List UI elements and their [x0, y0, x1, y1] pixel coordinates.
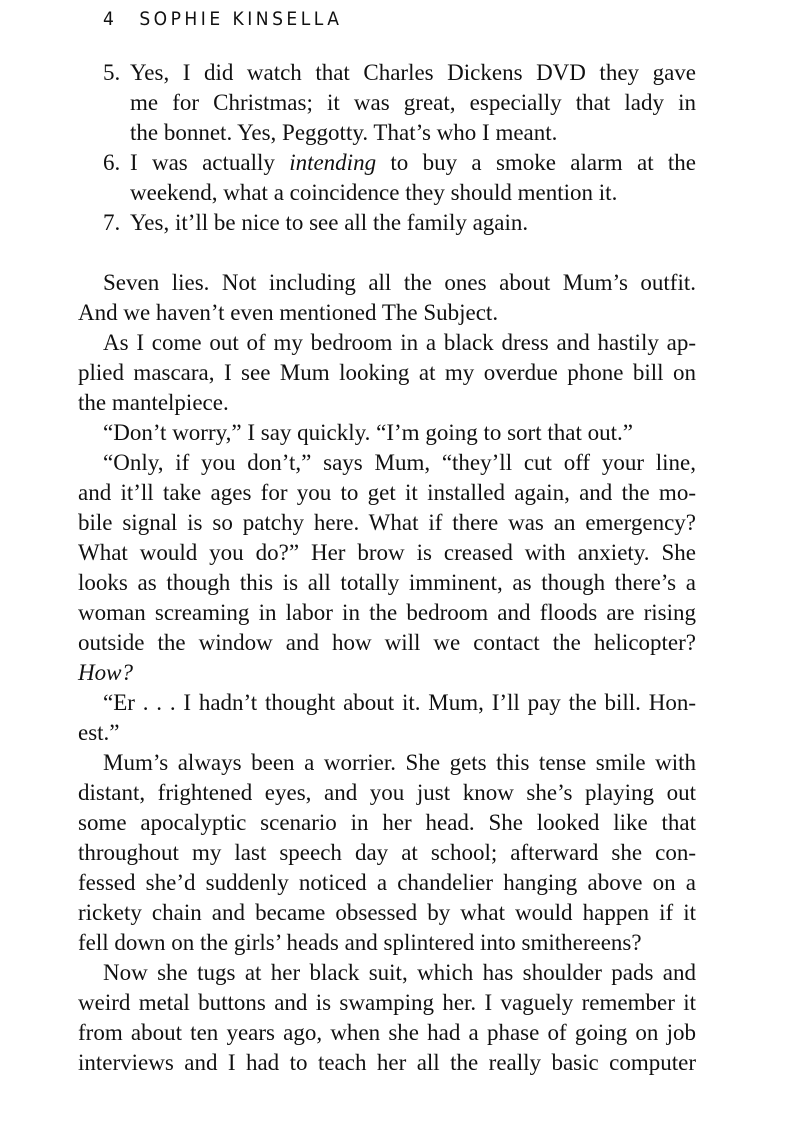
text-line: and it’ll take ages for you to get it installed again, and the mo-	[78, 480, 696, 505]
page-number: 4	[103, 8, 117, 30]
list-text: I was actually	[130, 150, 290, 175]
text-line: plied mascara, I see Mum looking at my overdue phone bill on	[78, 360, 696, 385]
text-line: “Only, if you don’t,” says Mum, “they’ll cut off your line,	[103, 450, 696, 475]
text-line: Mum’s always been a worrier. She gets this tense smile with	[103, 750, 696, 775]
text-line	[78, 658, 696, 688]
section-gap	[78, 238, 696, 268]
text-line: rickety chain and became obsessed by what would happen if it	[78, 900, 696, 925]
paragraph-2	[78, 328, 696, 418]
text-line: bile signal is so patchy here. What if there was an emergency?	[78, 510, 696, 535]
list-text: to buy a smoke alarm at the	[376, 150, 697, 175]
paragraph-6	[78, 748, 696, 958]
text-line: looks as though this is all totally imminent, as though there’s a	[78, 570, 696, 595]
list-item-7	[78, 208, 696, 238]
emphasis-text: intending	[289, 150, 377, 175]
text-line: And we haven’t even mentioned The Subject.	[78, 300, 499, 325]
text-line: weird metal buttons and is swamping her. I vaguely remember it	[78, 990, 696, 1015]
paragraph-3	[78, 418, 696, 448]
list-item-5	[78, 58, 696, 148]
list-line: me for Christmas; it was great, especially that lady in	[130, 90, 696, 115]
list-line: weekend, what a coincidence they should mention it.	[130, 180, 618, 205]
body-text	[78, 58, 696, 1078]
list-item-6	[78, 148, 696, 208]
list-line: the bonnet. Yes, Peggotty. That’s who I meant.	[130, 120, 558, 145]
text-line: fessed she’d suddenly noticed a chandelier hanging above on a	[78, 870, 696, 895]
text-line: outside the window and how will we contact the helicopter?	[78, 630, 696, 655]
text-line: What would you do?” Her brow is creased with anxiety. She	[78, 540, 696, 565]
text-line: interviews and I had to teach her all the really basic computer	[78, 1050, 696, 1075]
paragraph-7	[78, 958, 696, 1078]
text-line: woman screaming in labor in the bedroom and floods are rising	[78, 600, 696, 625]
text-line: from about ten years ago, when she had a phase of going on job	[78, 1020, 696, 1045]
text-line: distant, frightened eyes, and you just know she’s playing out	[78, 780, 696, 805]
running-head	[103, 8, 342, 34]
list-number: 7.	[103, 210, 121, 235]
numbered-list	[78, 58, 696, 238]
list-line: Yes, I did watch that Charles Dickens DVD they gave	[130, 60, 696, 85]
list-line: Yes, it’ll be nice to see all the family again.	[130, 210, 529, 235]
paragraph-5	[78, 688, 696, 748]
text-line: fell down on the girls’ heads and splintered into smithereens?	[78, 930, 642, 955]
text-line: some apocalyptic scenario in her head. She looked like that	[78, 810, 696, 835]
list-number: 6.	[103, 150, 121, 175]
text-line: throughout my last speech day at school; afterward she con-	[78, 840, 696, 865]
text-line: “Don’t worry,” I say quickly. “I’m going to sort that out.”	[103, 420, 633, 445]
text-line: As I come out of my bedroom in a black dress and hastily ap-	[103, 330, 696, 355]
text-line: the mantelpiece.	[78, 390, 229, 415]
author-name: SOPHIE KINSELLA	[139, 8, 343, 30]
list-number: 5.	[103, 60, 121, 85]
text-line: Seven lies. Not including all the ones about Mum’s outfit.	[103, 270, 696, 295]
emphasis-text: How?	[78, 660, 133, 685]
list-line	[130, 148, 696, 178]
paragraph-1	[78, 268, 696, 328]
text-line: est.”	[78, 720, 120, 745]
paragraph-4	[78, 448, 696, 688]
text-line: Now she tugs at her black suit, which has shoulder pads and	[103, 960, 696, 985]
text-line: “Er . . . I hadn’t thought about it. Mum, I’ll pay the bill. Hon-	[103, 690, 696, 715]
